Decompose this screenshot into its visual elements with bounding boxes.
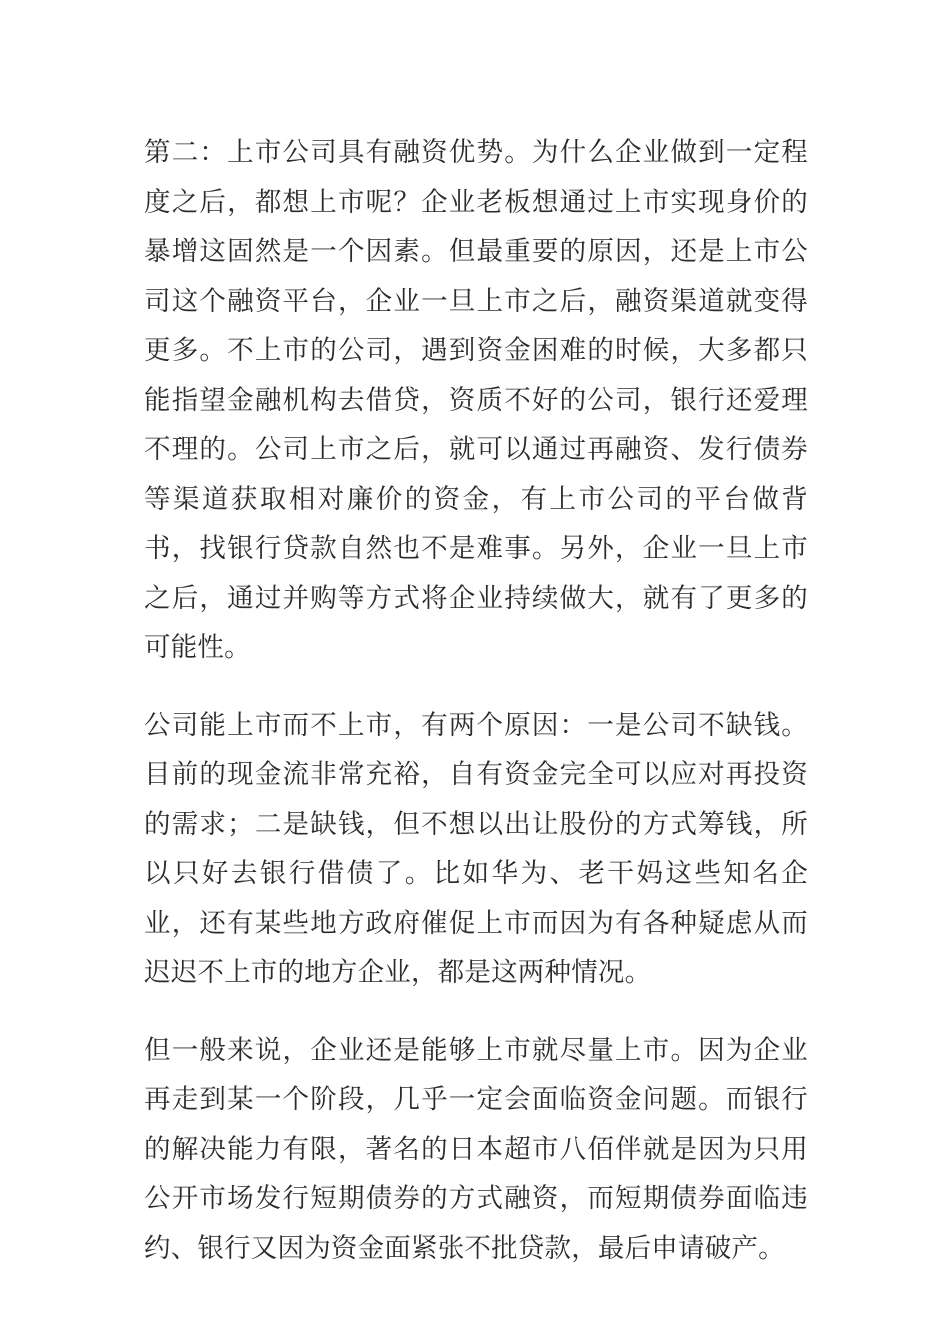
paragraph-general-conclusion: 但一般来说，企业还是能够上市就尽量上市。因为企业再走到某一个阶段，几乎一定会面临资金问题。而银行的解决能力有限，著名的日本超市八佰伴就是因为只用公开市场发行短期债券的方式融资，而短期债券面临违约、银行又因为资金面紧张不批贷款，最后申请破产。 [144,1034,808,1264]
paragraph-financing-advantage: 第二：上市公司具有融资优势。为什么企业做到一定程度之后，都想上市呢？企业老板想通过上市实现身价的暴增这固然是一个因素。但最重要的原因，还是上市公司这个融资平台，企业一旦上市之后，融资渠道就变得更多。不上市的公司，遇到资金困难的时候，大多都只能指望金融机构去借贷，资质不好的公司，银行还爱理不理的。公司上市之后，就可以通过再融资、发行债券等渠道获取相对廉价的资金，有上市公司的平台做背书，找银行贷款自然也不是难事。另外，企业一旦上市之后，通过并购等方式将企业持续做大，就有了更多的可能性。 [144,137,808,663]
paragraph-reasons-not-listing: 公司能上市而不上市，有两个原因：一是公司不缺钱。目前的现金流非常充裕，自有资金完全可以应对再投资的需求；二是缺钱，但不想以出让股份的方式筹钱，所以只好去银行借债了。比如华为、老干妈这些知名企业，还有某些地方政府催促上市而因为有各种疑虑从而迟迟不上市的地方企业，都是这两种情况。 [144,709,808,988]
document-body [144,128,808,1301]
